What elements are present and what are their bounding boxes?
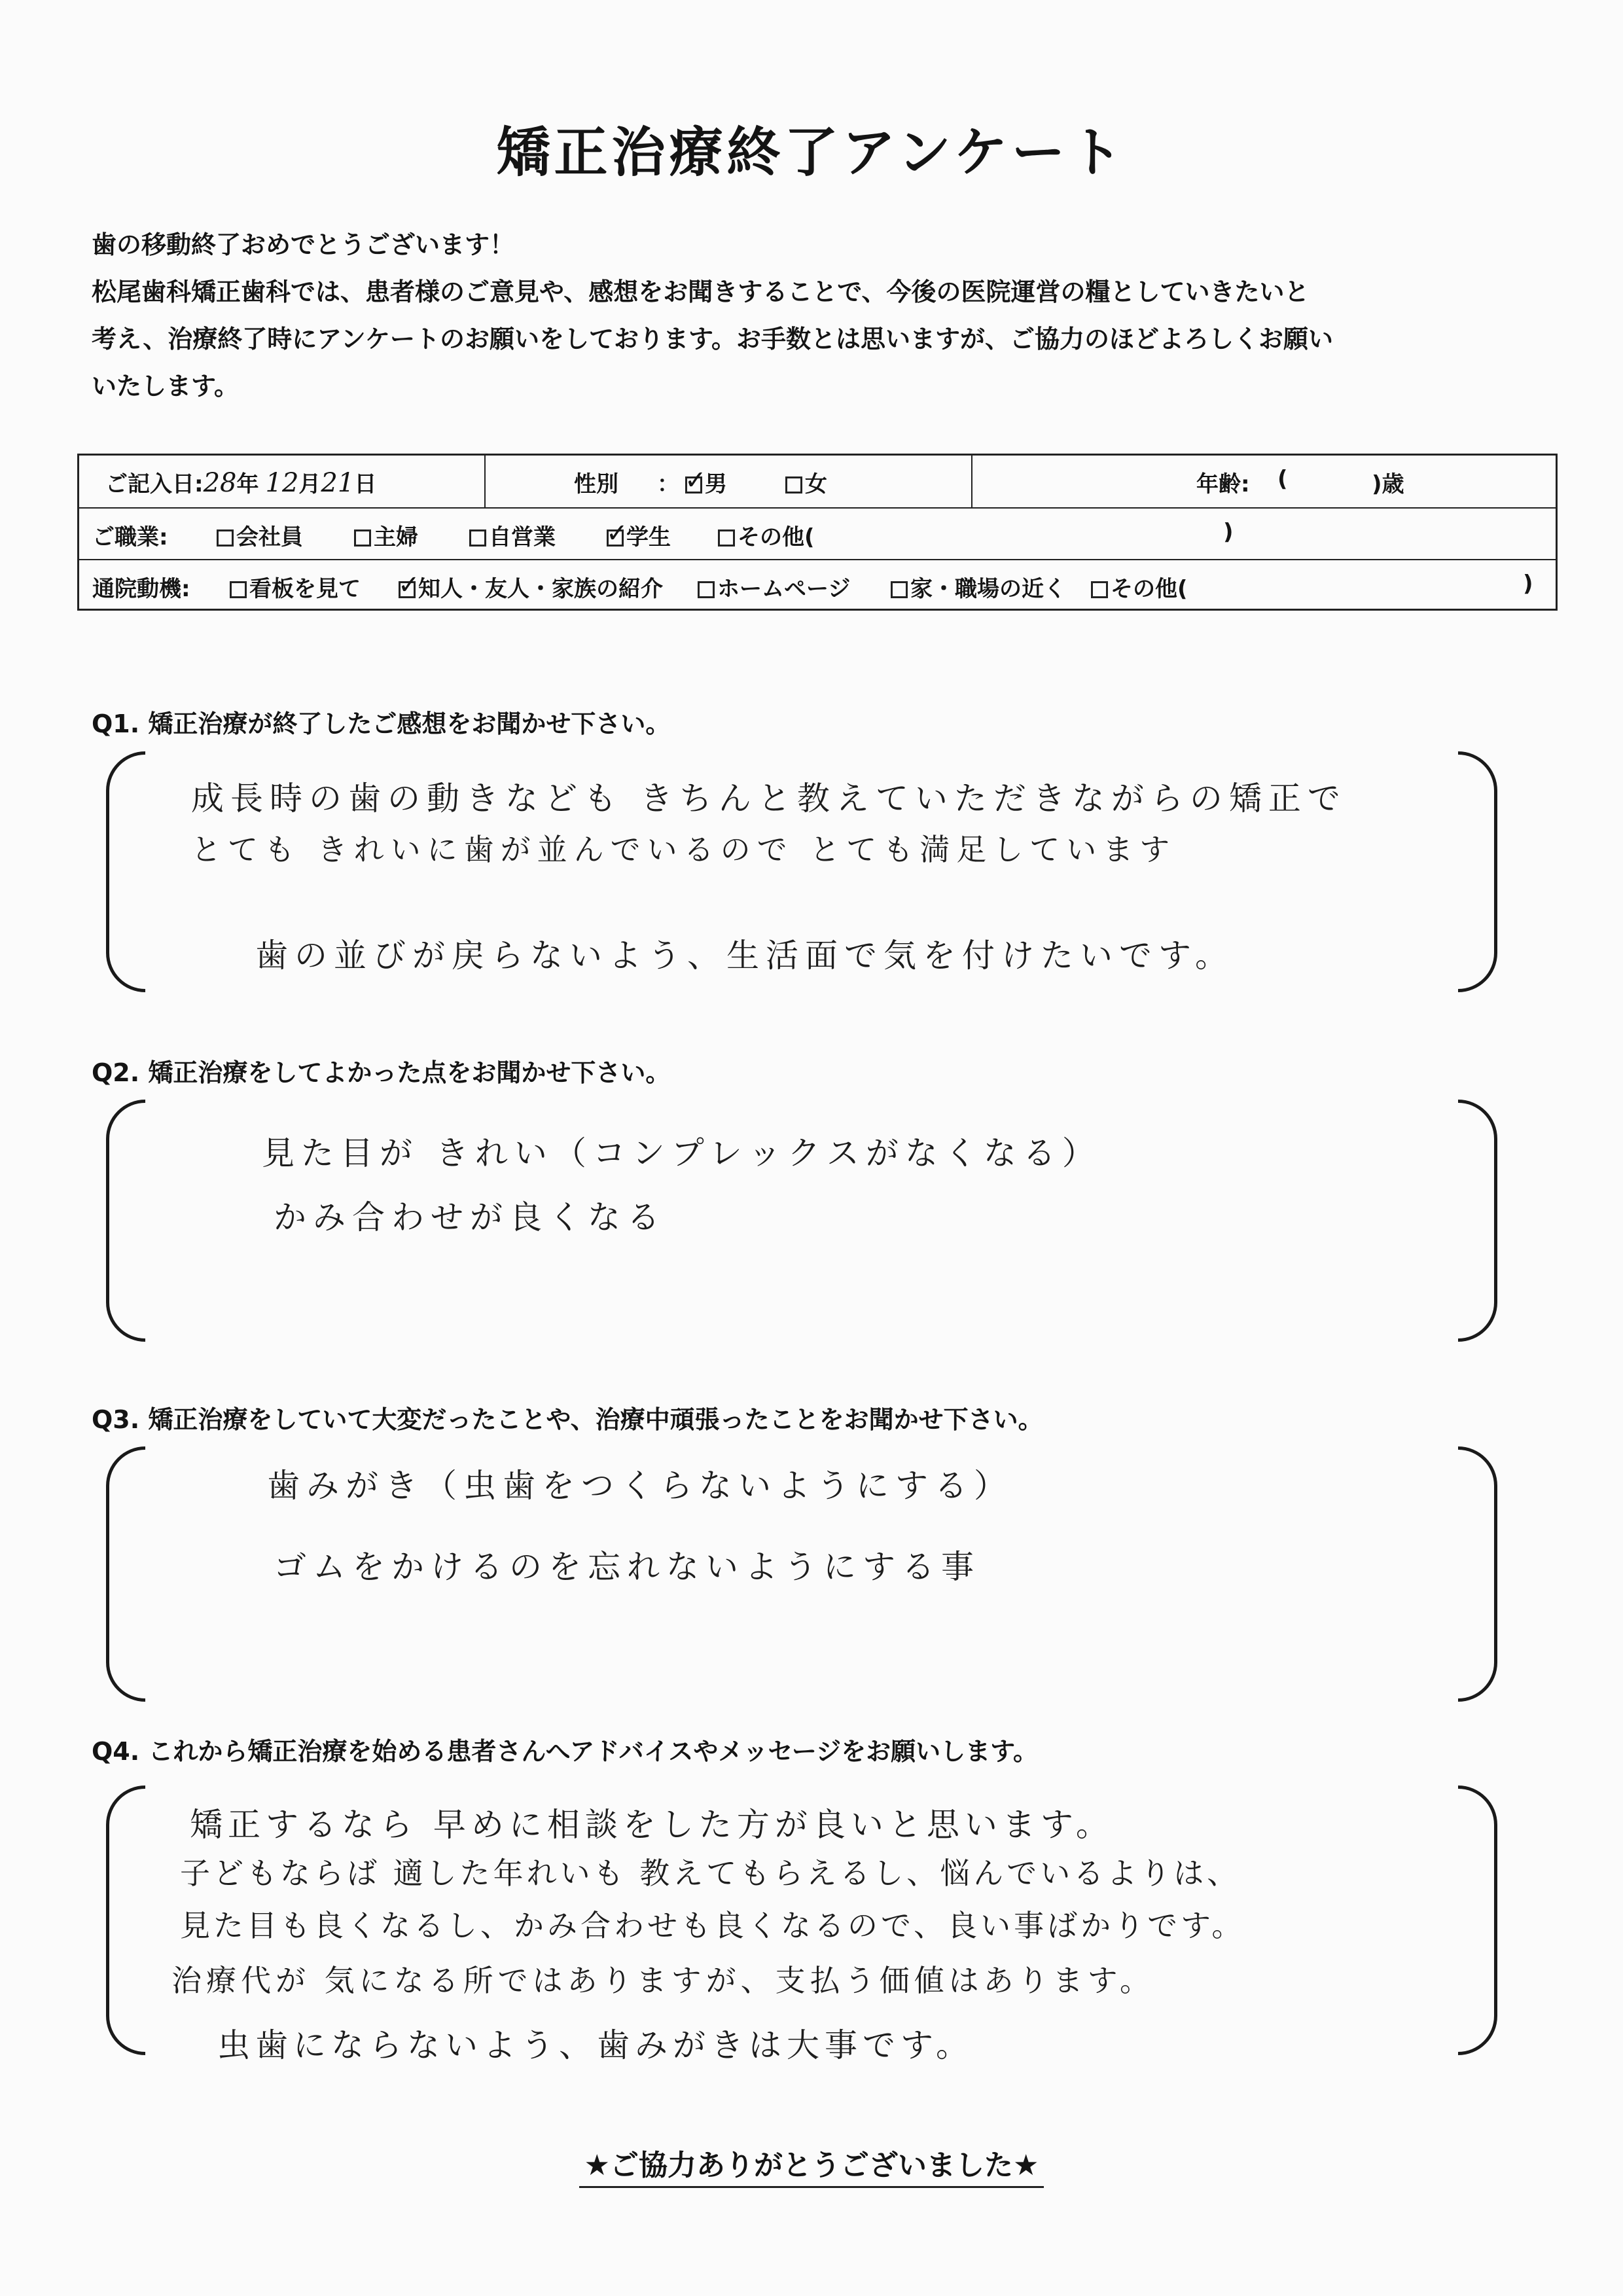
question-3-label: Q3. 矯正治療をしていて大変だったことや、治療中頑張ったことをお聞かせ下さい。	[92, 1405, 1043, 1434]
answer-1-line: とても きれいに歯が並んでいるので とても満足しています	[191, 832, 1177, 867]
motive-option-signboard[interactable]	[230, 571, 361, 603]
checkbox-checked-icon[interactable]	[685, 476, 702, 493]
intro-line: 考え、治療終了時にアンケートのお願いをしております。お手数とは思いますが、ご協力のほどよろしくお願い	[92, 325, 1333, 353]
gender-male-label: 男	[705, 471, 727, 497]
date-label: ご記入日:	[105, 471, 204, 497]
occupation-label: ご職業:	[92, 524, 168, 550]
motive-option-referral[interactable]	[399, 571, 663, 603]
question-4-label: Q4. これから矯正治療を始める患者さんへアドバイスやメッセージをお願いします。	[92, 1737, 1039, 1766]
motive-option-label: 看板を見て	[249, 576, 361, 602]
occupation-option-self-employed[interactable]	[469, 519, 556, 551]
answer-4-line: 虫歯にならないよう、歯みがきは大事です。	[217, 2026, 974, 2064]
occupation-close-paren: )	[1223, 519, 1234, 545]
date-field[interactable]	[105, 466, 376, 498]
gender-label: 性別	[574, 471, 618, 497]
question-2-label: Q2. 矯正治療をしてよかった点をお聞かせ下さい。	[92, 1058, 671, 1087]
age-cell	[972, 456, 1556, 507]
checkbox-checked-icon[interactable]	[607, 529, 624, 547]
checkbox-icon[interactable]	[469, 529, 486, 547]
checkbox-icon[interactable]	[217, 529, 234, 547]
gender-cell	[486, 456, 972, 507]
answer-2-left-bracket	[106, 1100, 145, 1342]
motive-option-other[interactable]	[1091, 571, 1188, 603]
answer-2-line: かみ合わせが良くなる	[274, 1198, 666, 1236]
answer-4-line: 治療代が 気になる所ではありますが、支払う価値はあります。	[171, 1963, 1154, 1998]
survey-title: 矯正治療終了アンケート	[496, 122, 1127, 184]
date-month-value: 12	[265, 468, 299, 498]
occupation-option-label: 学生	[626, 524, 671, 550]
answer-4-line: 子どもならば 適した年れいも 教えてもらえるし、悩んでいるよりは、	[180, 1856, 1241, 1891]
date-day-value: 21	[321, 468, 355, 498]
occupation-option-label: 自営業	[489, 524, 556, 550]
info-row-date-gender-age	[79, 456, 1556, 507]
answer-1-left-bracket	[106, 751, 145, 992]
age-open-paren: (	[1277, 466, 1288, 492]
checkbox-icon[interactable]	[785, 476, 802, 493]
occupation-option-label: 会社員	[236, 524, 303, 550]
thank-you-text: ★ご協力ありがとうございました★	[579, 2149, 1044, 2188]
question-1-label: Q1. 矯正治療が終了したご感想をお聞かせ下さい。	[92, 709, 671, 738]
answer-3-left-bracket	[106, 1446, 145, 1702]
checkbox-icon[interactable]	[698, 581, 715, 598]
occupation-option-student[interactable]	[607, 519, 671, 551]
gender-male-option[interactable]	[685, 466, 727, 498]
gender-female-label: 女	[805, 471, 827, 497]
date-year-value: 28	[203, 468, 237, 498]
date-year-unit: 年	[236, 471, 259, 497]
motive-option-label: ホームページ	[717, 576, 851, 602]
answer-1-line: 成長時の歯の動きなども きちんと教えていただきながらの矯正で	[191, 780, 1347, 817]
answer-1-right-bracket	[1458, 751, 1497, 992]
respondent-info-table	[77, 454, 1558, 611]
motive-option-label: その他(	[1111, 576, 1188, 602]
intro-text	[92, 221, 1558, 410]
occupation-option-housewife[interactable]	[354, 519, 418, 551]
checkbox-checked-icon[interactable]	[399, 581, 416, 598]
occupation-option-employee[interactable]	[217, 519, 303, 551]
answer-1-line: 歯の並びが戻らないよう、生活面で気を付けたいです。	[255, 937, 1234, 975]
thank-you-footer	[0, 2142, 1623, 2183]
info-row-occupation	[79, 507, 1556, 559]
motive-label: 通院動機:	[92, 576, 190, 602]
checkbox-icon[interactable]	[354, 529, 371, 547]
gender-colon: ：	[657, 471, 679, 497]
info-row-motive	[79, 559, 1556, 609]
answer-4-left-bracket	[106, 1785, 145, 2055]
intro-line: 歯の移動終了おめでとうございます！	[92, 230, 515, 259]
checkbox-icon[interactable]	[1091, 581, 1108, 598]
answer-3-line: ゴムをかけるのを忘れないようにする事	[274, 1548, 980, 1586]
answer-4-right-bracket	[1458, 1785, 1497, 2055]
age-label: 年齢:	[1196, 471, 1250, 497]
occupation-option-label: 主婦	[374, 524, 418, 550]
answer-2-line: 見た目が きれい（コンプレックスがなくなる）	[262, 1134, 1101, 1172]
date-day-unit: 日	[354, 471, 377, 497]
motive-option-label: 知人・友人・家族の紹介	[418, 576, 663, 602]
date-cell	[79, 456, 486, 507]
intro-line: いたします。	[92, 372, 239, 401]
motive-option-homepage[interactable]	[698, 571, 850, 603]
answer-3-right-bracket	[1458, 1446, 1497, 1702]
date-month-unit: 月	[298, 471, 321, 497]
intro-line: 松尾歯科矯正歯科では、患者様のご意見や、感想をお聞きすることで、今後の医院運営の糧としていきたいと	[92, 278, 1310, 306]
answer-4-line: 見た目も良くなるし、かみ合わせも良くなるので、良い事ばかりです。	[180, 1908, 1245, 1943]
gender-female-option[interactable]	[785, 466, 827, 498]
occupation-option-other[interactable]	[718, 519, 815, 551]
answer-4-line: 矯正するなら 早めに相談をした方が良いと思います。	[190, 1806, 1114, 1844]
motive-option-label: 家・職場の近く	[910, 576, 1066, 602]
motive-close-paren: )	[1523, 571, 1533, 597]
answer-2-right-bracket	[1458, 1100, 1497, 1342]
checkbox-icon[interactable]	[230, 581, 247, 598]
answer-3-line: 歯みがき（虫歯をつくらないようにする）	[267, 1467, 1013, 1505]
occupation-option-label: その他(	[738, 524, 815, 550]
motive-option-near-home-work[interactable]	[891, 571, 1066, 603]
checkbox-icon[interactable]	[891, 581, 908, 598]
age-close-paren: )歳	[1372, 471, 1404, 497]
checkbox-icon[interactable]	[718, 529, 735, 547]
